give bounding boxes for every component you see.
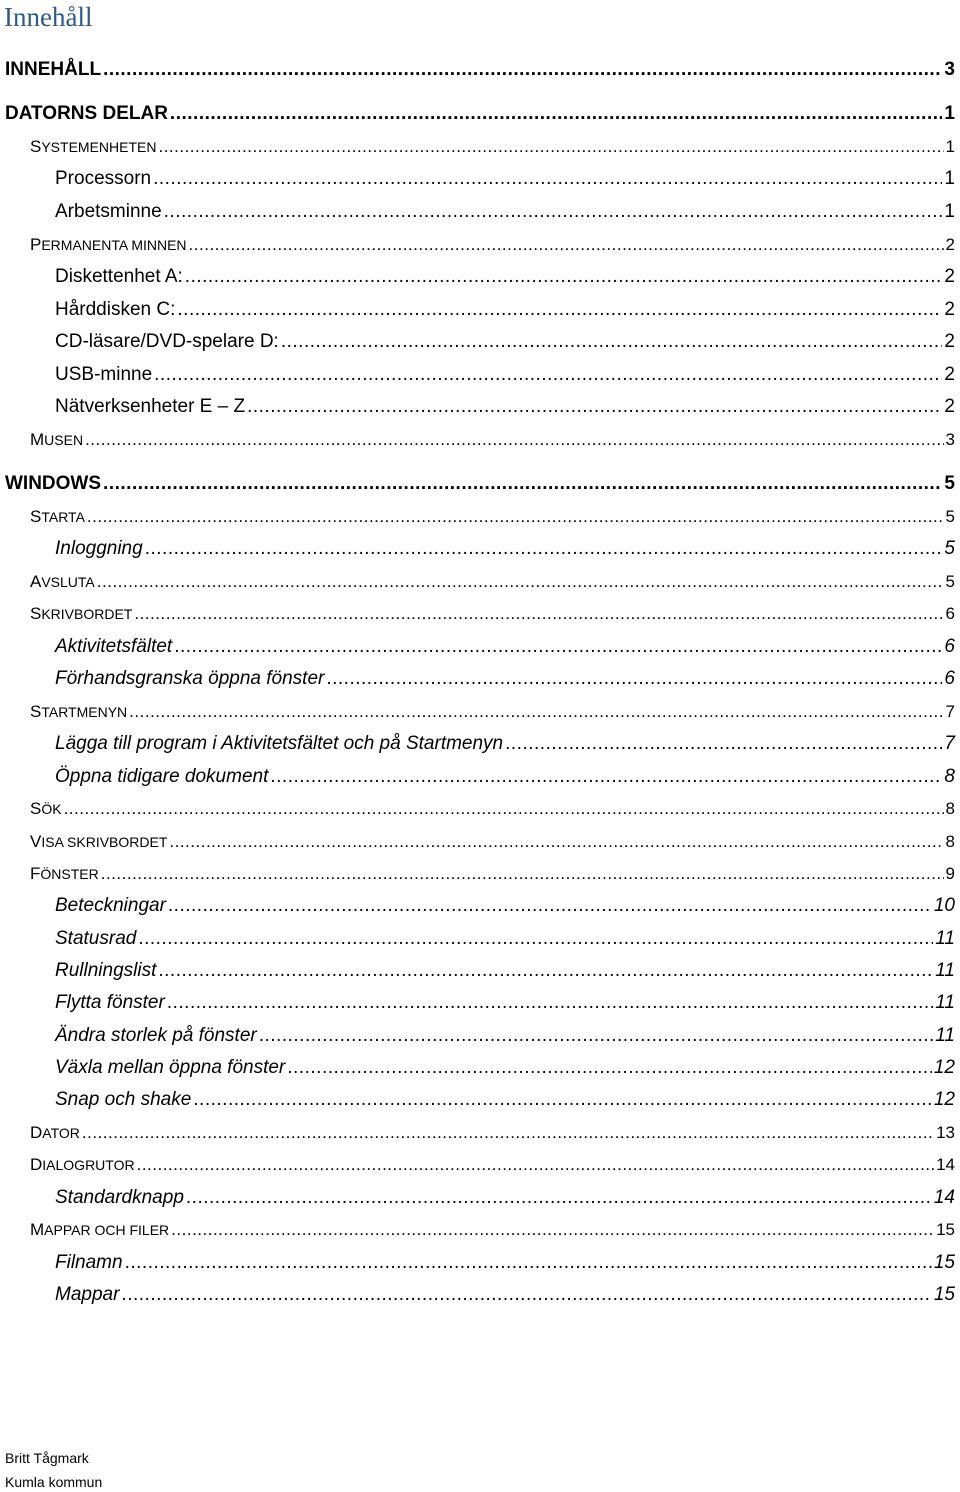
toc-entry-page: 15 <box>933 1284 955 1305</box>
toc-entry-page: 11 <box>935 992 955 1013</box>
toc-entry[interactable] <box>30 602 955 626</box>
dot-leader <box>185 265 943 289</box>
dot-leader <box>189 233 944 257</box>
toc-entry-page: 2 <box>944 396 955 417</box>
toc-entry-page: 8 <box>945 832 955 851</box>
toc-entry-label <box>30 602 132 626</box>
toc-entry-page: 8 <box>944 766 955 787</box>
toc-entry-page: 14 <box>936 1155 955 1174</box>
toc-entry-initial: S <box>30 799 42 818</box>
dot-leader <box>129 700 943 724</box>
dot-leader <box>171 1218 934 1242</box>
toc-entry-rest: APPAR OCH FILER <box>44 1222 170 1238</box>
toc-entry[interactable] <box>55 1251 955 1275</box>
toc-entry[interactable] <box>30 1153 955 1177</box>
dot-leader <box>281 330 943 354</box>
toc-entry-page: 6 <box>945 604 955 623</box>
toc-entry-label: Förhandsgranska öppna fönster <box>55 668 325 689</box>
toc-entry[interactable] <box>30 135 955 159</box>
toc-entry[interactable] <box>30 700 955 724</box>
toc-entry-label <box>30 1218 169 1242</box>
toc-entry-page: 14 <box>933 1187 955 1208</box>
toc-entry-page: 15 <box>936 1220 955 1239</box>
toc-entry[interactable] <box>55 1088 955 1112</box>
dot-leader <box>153 167 942 191</box>
toc-entry-label <box>30 428 83 452</box>
toc-entry-initial: P <box>30 235 42 254</box>
toc-entry-label: Flytta fönster <box>55 992 165 1013</box>
toc-entry-label <box>30 135 156 159</box>
toc-entry[interactable] <box>5 102 955 126</box>
toc-entry-label: Aktivitetsfältet <box>55 636 173 657</box>
toc-entry-page: 10 <box>933 895 955 916</box>
toc-entry-label <box>30 1121 80 1145</box>
toc-entry-label: Filnamn <box>55 1252 123 1273</box>
dot-leader <box>138 927 933 951</box>
toc-entry-label <box>30 862 99 886</box>
toc-entry-initial: A <box>30 572 42 591</box>
toc-entry-page: 7 <box>945 702 955 721</box>
toc-entry-initial: F <box>30 864 41 883</box>
toc-entry-initial: M <box>30 430 45 449</box>
toc-entry-page: 2 <box>944 266 955 287</box>
toc-entry-rest: VSLUTA <box>41 574 95 590</box>
toc-entry-page: 1 <box>944 103 955 124</box>
toc-entry-page: 2 <box>945 235 955 254</box>
dot-leader <box>97 570 944 594</box>
toc-entry-label: Statusrad <box>55 928 137 949</box>
dot-leader <box>145 537 943 561</box>
toc-entry[interactable] <box>55 1186 955 1210</box>
toc-entry-page: 12 <box>933 1057 955 1078</box>
toc-entry-page: 5 <box>944 538 955 559</box>
toc-entry[interactable] <box>5 472 955 496</box>
toc-entry[interactable] <box>55 395 955 419</box>
toc-entry-label: Snap och shake <box>55 1089 192 1110</box>
dot-leader <box>82 1121 934 1145</box>
toc-entry-initial: D <box>30 1155 43 1174</box>
toc-entry[interactable] <box>55 635 955 659</box>
toc-entry-page: 7 <box>944 733 955 754</box>
dot-leader <box>170 102 943 126</box>
toc-entry[interactable] <box>55 927 955 951</box>
dot-leader <box>167 991 933 1015</box>
toc-entry-page: 1 <box>944 168 955 189</box>
dot-leader <box>186 1186 932 1210</box>
toc-entry-initial: S <box>30 604 42 623</box>
toc-entry-rest: ERMANENTA MINNEN <box>41 237 187 253</box>
toc-entry-label: Ändra storlek på fönster <box>55 1025 257 1046</box>
dot-leader <box>169 830 943 854</box>
toc-entry-rest: YSTEMENHETEN <box>41 139 157 155</box>
toc-entry[interactable] <box>55 1056 955 1080</box>
toc-entry-page: 5 <box>945 507 955 526</box>
dot-leader <box>134 602 943 626</box>
toc-entry-page: 11 <box>935 1025 955 1046</box>
toc-entry-label: Växla mellan öppna fönster <box>55 1057 286 1078</box>
toc-entry-page: 15 <box>933 1252 955 1273</box>
toc-entry-initial: M <box>30 1220 45 1239</box>
dot-leader <box>247 395 942 419</box>
page-title: Innehåll <box>4 2 93 32</box>
toc-entry[interactable] <box>55 330 955 354</box>
toc-entry[interactable] <box>30 797 955 821</box>
toc-entry[interactable] <box>30 1218 955 1242</box>
dot-leader <box>505 732 942 756</box>
toc-entry-page: 2 <box>944 299 955 320</box>
toc-entry[interactable] <box>5 58 955 82</box>
toc-entry-label: CD-läsare/DVD-spelare D: <box>55 331 279 352</box>
dot-leader <box>137 1153 934 1177</box>
toc-entry-page: 3 <box>945 430 955 449</box>
toc-entry-label: Inloggning <box>55 538 143 559</box>
toc-entry-initial: D <box>30 1123 43 1142</box>
toc-entry[interactable] <box>55 732 955 756</box>
toc-entry-label: DATORNS DELAR <box>5 103 168 124</box>
toc-entry-label <box>30 505 85 529</box>
toc-entry-label: INNEHÅLL <box>5 59 102 80</box>
dot-leader <box>259 1024 934 1048</box>
toc-entry[interactable] <box>55 765 955 789</box>
toc-entry-label: Mappar <box>55 1284 120 1305</box>
toc-entry-initial: S <box>30 507 42 526</box>
toc-entry-label: Lägga till program i Aktivitetsfältet och på Startmenyn <box>55 733 504 754</box>
dot-leader <box>103 58 942 82</box>
toc-entry-rest: TARTA <box>41 509 85 525</box>
dot-leader <box>121 1283 931 1307</box>
toc-entry-label <box>30 233 187 257</box>
toc-entry-rest: ATOR <box>42 1125 80 1141</box>
toc-entry-initial: S <box>30 137 42 156</box>
toc-entry[interactable] <box>30 505 955 529</box>
dot-leader <box>87 505 944 529</box>
toc-entry[interactable] <box>30 428 955 452</box>
toc-entry[interactable] <box>55 1283 955 1307</box>
dot-leader <box>326 667 942 691</box>
toc-entry[interactable] <box>55 959 955 983</box>
toc-entry[interactable] <box>30 1121 955 1145</box>
toc-entry-page: 1 <box>944 201 955 222</box>
dot-leader <box>168 894 932 918</box>
toc-entry[interactable] <box>55 667 955 691</box>
toc-entry-label <box>30 700 127 724</box>
footer-org: Kumla kommun <box>5 1474 103 1490</box>
toc-entry-rest: ÖNSTER <box>40 866 99 882</box>
toc-entry-page: 2 <box>944 364 955 385</box>
dot-leader <box>177 298 942 322</box>
dot-leader <box>193 1088 932 1112</box>
toc-entry-page: 12 <box>933 1089 955 1110</box>
dot-leader <box>158 959 933 983</box>
toc-entry-label: Öppna tidigare dokument <box>55 766 269 787</box>
toc-entry-page: 11 <box>935 960 955 981</box>
toc-entry[interactable] <box>30 862 955 886</box>
toc-entry-label: Beteckningar <box>55 895 166 916</box>
toc-entry-rest: USEN <box>44 432 84 448</box>
toc-entry-page: 1 <box>945 137 955 156</box>
dot-leader <box>164 200 943 224</box>
toc-entry[interactable] <box>55 894 955 918</box>
toc-entry-page: 5 <box>945 572 955 591</box>
toc-entry[interactable] <box>55 265 955 289</box>
toc-entry[interactable] <box>55 298 955 322</box>
toc-entry-page: 2 <box>944 331 955 352</box>
toc-entry-label: Rullningslist <box>55 960 157 981</box>
dot-leader <box>154 363 942 387</box>
dot-leader <box>103 472 942 496</box>
toc-entry[interactable] <box>30 233 955 257</box>
toc-entry-label: Diskettenhet A: <box>55 266 183 287</box>
dot-leader <box>270 765 942 789</box>
toc-entry-page: 9 <box>945 864 955 883</box>
toc-entry-rest: TARTMENYN <box>41 704 128 720</box>
toc-entry-rest: ISA SKRIVBORDET <box>41 834 168 850</box>
toc-entry-page: 11 <box>935 928 955 949</box>
toc-entry-label: WINDOWS <box>5 473 102 494</box>
toc-entry[interactable] <box>55 991 955 1015</box>
dot-leader <box>125 1251 932 1275</box>
toc-entry-page: 13 <box>936 1123 955 1142</box>
toc-entry-rest: IALOGRUTOR <box>42 1157 135 1173</box>
toc-entry-page: 3 <box>944 59 955 80</box>
toc-entry-label: Hårddisken C: <box>55 299 176 320</box>
dot-leader <box>158 135 943 159</box>
toc-entry[interactable] <box>30 830 955 854</box>
toc-entry-initial: S <box>30 702 42 721</box>
toc-entry-label <box>30 830 167 854</box>
dot-leader <box>101 862 944 886</box>
toc-entry[interactable] <box>30 570 955 594</box>
toc-entry-label: USB-minne <box>55 364 153 385</box>
toc-entry-label <box>30 570 95 594</box>
toc-entry-label: Nätverksenheter E – Z <box>55 396 246 417</box>
toc-entry[interactable] <box>55 200 955 224</box>
toc-entry-label: Processorn <box>55 168 152 189</box>
toc-entry[interactable] <box>55 537 955 561</box>
toc-entry-page: 6 <box>944 668 955 689</box>
dot-leader <box>174 635 942 659</box>
toc-entry-rest: ÖK <box>41 801 62 817</box>
toc-entry-page: 6 <box>944 636 955 657</box>
toc-entry-label <box>30 797 62 821</box>
toc-entry[interactable] <box>55 167 955 191</box>
dot-leader <box>85 428 943 452</box>
toc-entry-page: 8 <box>945 799 955 818</box>
dot-leader <box>64 797 944 821</box>
toc-entry-rest: KRIVBORDET <box>41 606 133 622</box>
toc-entry-page: 5 <box>944 473 955 494</box>
toc-entry-label <box>30 1153 135 1177</box>
toc-entry-initial: V <box>30 832 42 851</box>
toc-entry[interactable] <box>55 1024 955 1048</box>
toc-entry[interactable] <box>55 363 955 387</box>
toc-entry-label: Standardknapp <box>55 1187 184 1208</box>
toc-entry-label: Arbetsminne <box>55 201 162 222</box>
dot-leader <box>287 1056 932 1080</box>
footer-author: Britt Tågmark <box>5 1450 89 1466</box>
